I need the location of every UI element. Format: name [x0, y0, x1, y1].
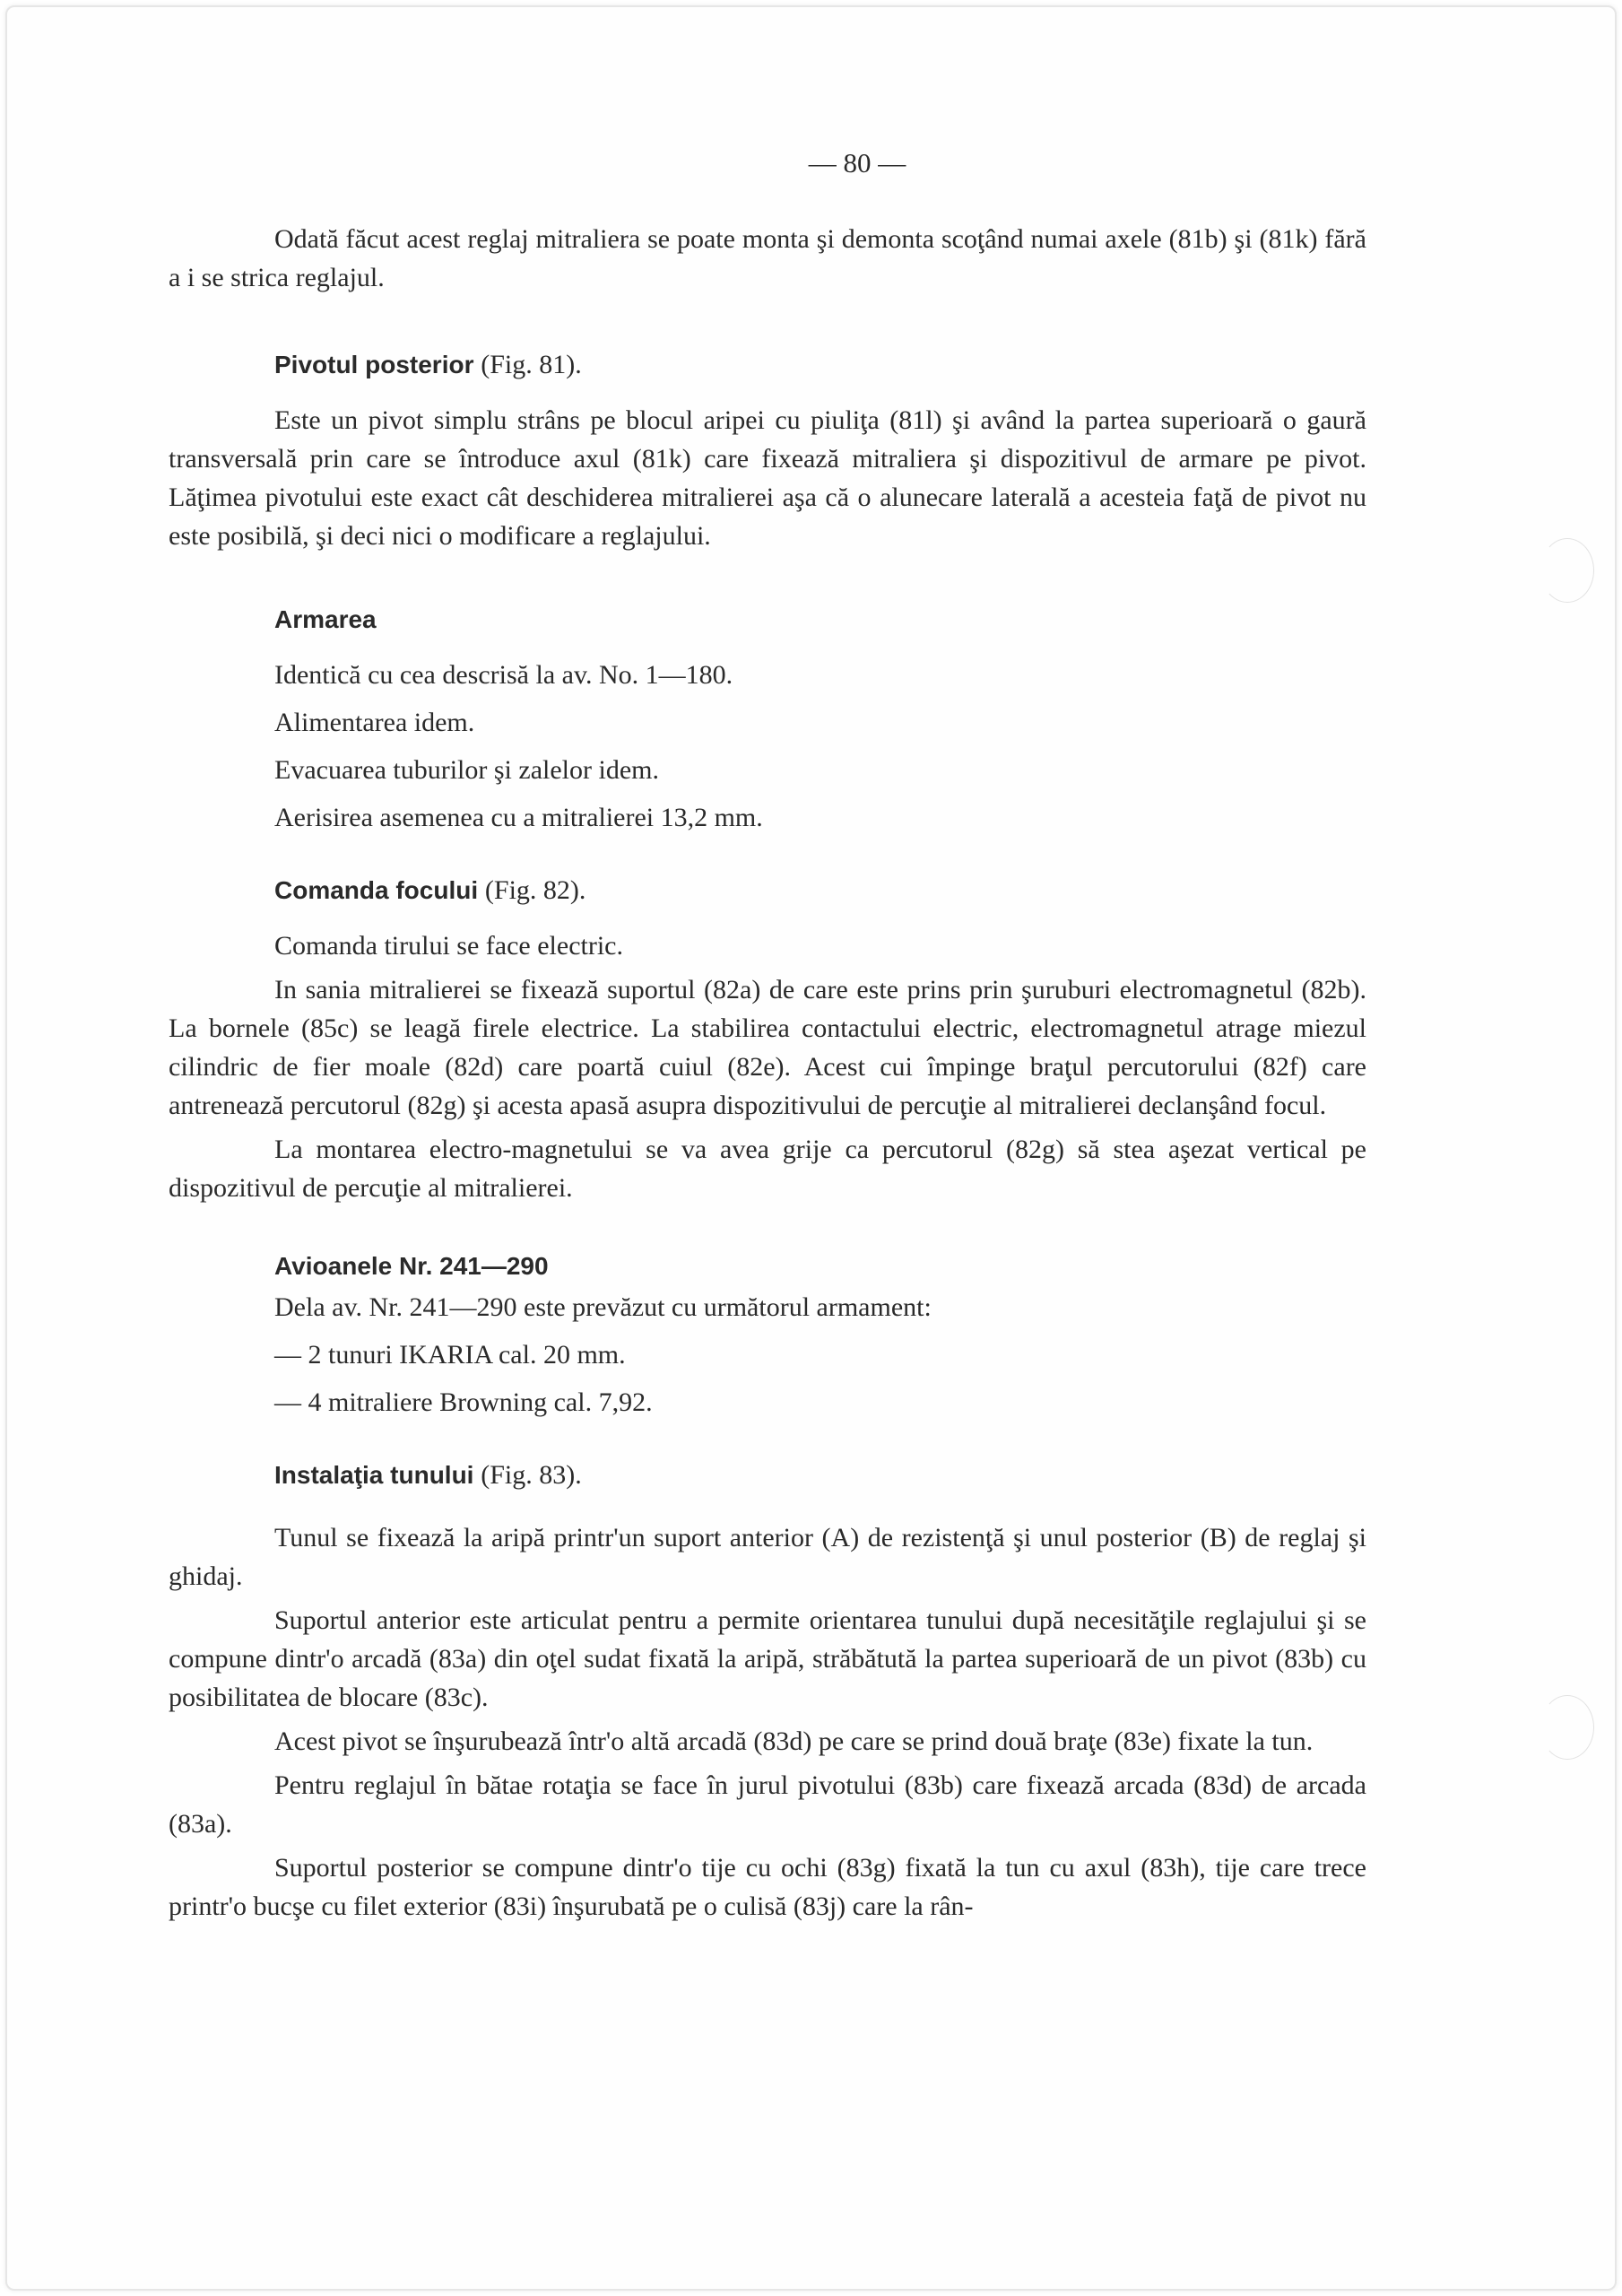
tun-paragraph: Suportul posterior se compune dintr'o tije cu ochi (83g) fixată la tun cu axul (83h), tije care trece printr'o bucşe cu filet exterior (83i) înşurubată pe o culisă (83j) care la rân-: [169, 1853, 1366, 1921]
heading-text: Pivotul posterior: [274, 351, 474, 378]
comanda-paragraph: In sania mitralierei se fixează suportul (82a) de care este prins prin şuruburi electromagnetul (82b). La bornele (85c) se leagă firele electrice. La stabilirea contactului electric, electromagnetul atrage miezul cilindric de fier moale (82d) care poartă cuiul (82e). Acest cui împinge braţul percutorului (82f) care antrenează percutorul (82g) şi acesta apasă asupra dispozitivului de percuţie al mitralierei declanşând focul.: [169, 975, 1366, 1120]
section-heading-armarea: [274, 602, 1366, 638]
section-heading-comanda: [274, 873, 1366, 909]
armarea-line: Aerisirea asemenea cu a mitralierei 13,2 mm.: [274, 803, 763, 832]
section-heading-avioane: [274, 1248, 1366, 1284]
armament-line: — 4 mitraliere Browning cal. 7,92.: [274, 1387, 653, 1417]
section-heading-tun: [274, 1457, 1366, 1493]
tun-paragraph: Suportul anterior este articulat pentru a permite orientarea tunului după necesităţile reglajului şi se compune dintr'o arcadă (83a) din oţel sudat fixată la aripă, străbătută la partea superioară de un pivot (83b) cu posibilitatea de blocare (83c).: [169, 1605, 1366, 1712]
tun-paragraph: Acest pivot se înşurubează într'o altă arcadă (83d) pe care se prind două braţe (83e) fixate la tun.: [274, 1726, 1314, 1756]
punch-hole-mark: [1540, 538, 1594, 603]
heading-text: Comanda focului: [274, 876, 479, 904]
comanda-paragraph: Comanda tirului se face electric.: [274, 931, 623, 961]
armarea-line: Identică cu cea descrisă la av. No. 1—180.: [274, 660, 733, 690]
section-heading-pivot: [274, 347, 1366, 383]
figure-reference: (Fig. 83).: [481, 1460, 582, 1490]
tun-paragraph: Tunul se fixează la aripă printr'un suport anterior (A) de rezistenţă şi unul posterior (B) de reglaj şi ghidaj.: [169, 1523, 1366, 1591]
intro-paragraph: Odată făcut acest reglaj mitraliera se poate monta şi demonta scoţând numai axele (81b) şi (81k) fără a i se strica reglajul.: [169, 224, 1366, 292]
figure-reference: (Fig. 81).: [481, 350, 582, 379]
heading-text: Avioanele Nr. 241—290: [274, 1252, 549, 1280]
page-number: — 80 —: [808, 147, 906, 178]
document-body: [169, 144, 1366, 1926]
heading-text: Armarea: [274, 605, 377, 633]
comanda-paragraph: La montarea electro-magnetului se va avea grije ca percutorul (82g) să stea aşezat vertical pe dispozitivul de percuţie al mitralierei.: [169, 1135, 1366, 1203]
armarea-line: Evacuarea tuburilor şi zalelor idem.: [274, 755, 659, 785]
heading-text: Instalaţia tunului: [274, 1461, 474, 1489]
tun-paragraph: Pentru reglajul în bătae rotaţia se face în jurul pivotului (83b) care fixează arcada (83d) de arcada (83a).: [169, 1770, 1366, 1839]
armarea-line: Alimentarea idem.: [274, 708, 475, 737]
pivot-paragraph: Este un pivot simplu strâns pe blocul aripei cu piuliţa (81l) şi având la partea superioară o gaură transversală prin care se întroduce axul (81k) care fixează mitraliera şi dispozitivul de armare pe pivot. Lăţimea pivotului este exact cât deschiderea mitralierei aşa că o alunecare laterală a acesteia faţă de pivot nu este posibilă, şi deci nici o modificare a reglajului.: [169, 405, 1366, 551]
punch-hole-mark: [1540, 1695, 1594, 1760]
armament-line: Dela av. Nr. 241—290 este prevăzut cu următorul armament:: [274, 1292, 932, 1322]
armament-line: — 2 tunuri IKARIA cal. 20 mm.: [274, 1340, 626, 1370]
figure-reference: (Fig. 82).: [484, 875, 586, 905]
